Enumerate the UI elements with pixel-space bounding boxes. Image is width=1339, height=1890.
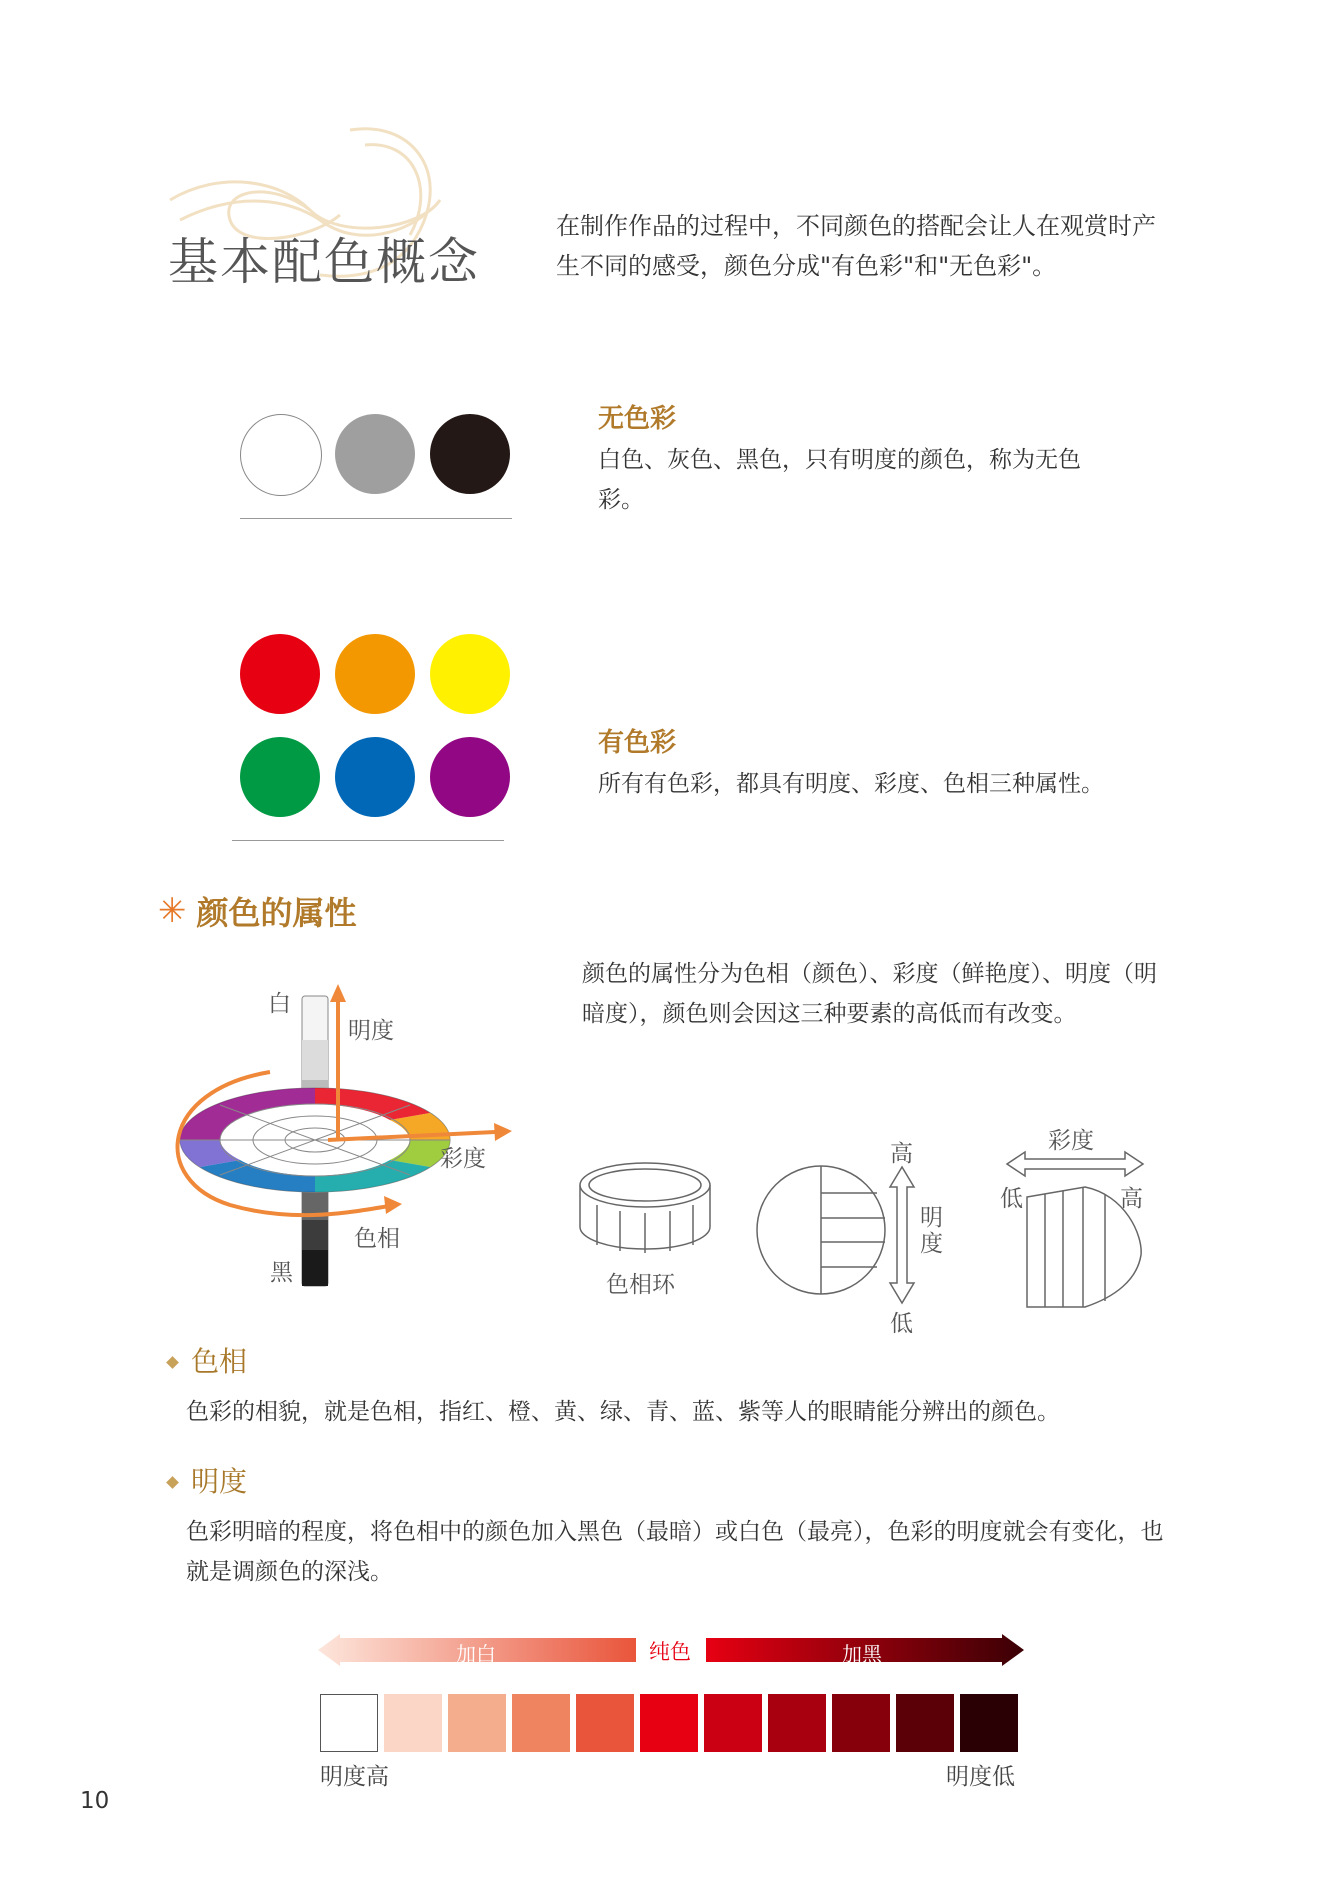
properties-intro: 颜色的属性分为色相（颜色）、彩度（鲜艳度）、明度（明暗度），颜色则会因这三种要素的高低而有改变。 [582,961,1157,1027]
label-lightness-vertical: 明度 [920,1205,943,1257]
lightness-swatch [640,1694,698,1752]
chromatic-rule [232,840,504,841]
lightness-low-label: 明度低 [946,1764,1015,1790]
label-hue: 色相 [354,1226,400,1252]
intro-text: 在制作作品的过程中，不同颜色的搭配会让人在观赏时产生不同的感受，颜色分成"有色彩"和"无色彩"。 [556,212,1156,280]
label-lightness-low: 低 [890,1311,913,1337]
page-number: 10 [80,1788,110,1814]
lightness-sphere-diagram [755,1160,895,1300]
lightness-swatch [960,1694,1018,1752]
label-chroma-high: 高 [1120,1186,1143,1212]
white-circle [240,414,322,496]
chroma-section-diagram [1025,1185,1145,1310]
gray-circle [335,414,415,494]
vertical-double-arrow [888,1165,916,1305]
achromatic-heading: 无色彩 [598,404,677,434]
lightness-text: 色彩明暗的程度，将色相中的颜色加入黑色（最暗）或白色（最亮），色彩的明度就会有变化，也就是调颜色的深浅。 [186,1519,1164,1585]
label-lightness: 明度 [348,1018,394,1044]
page-title: 基本配色概念 [168,233,480,291]
label-chroma-low: 低 [1000,1186,1023,1212]
label-lightness-high: 高 [890,1141,913,1167]
diamond-bullet-icon [166,1476,179,1489]
yellow-circle [430,634,510,714]
purple-circle [430,737,510,817]
add-white-label: 加白 [456,1642,496,1666]
lightness-swatch [320,1694,378,1752]
label-hue-ring: 色相环 [606,1272,675,1298]
red-circle [240,634,320,714]
blue-circle [335,737,415,817]
lightness-swatch [512,1694,570,1752]
black-circle [430,414,510,494]
lightness-swatch [896,1694,954,1752]
hue-title-label: 色相 [191,1345,248,1378]
hue-title [168,1340,247,1380]
hue-ring-diagram [575,1155,715,1265]
add-black-label: 加黑 [842,1642,882,1666]
lightness-title [168,1460,247,1500]
lightness-swatch [448,1694,506,1752]
lightness-swatch [576,1694,634,1752]
properties-heading-label: 颜色的属性 [196,894,357,932]
pure-color-label: 纯色 [649,1640,691,1664]
label-black: 黑 [270,1260,293,1286]
chromatic-text: 所有有色彩，都具有明度、彩度、色相三种属性。 [598,771,1104,797]
asterisk-icon: ✳ [158,891,187,931]
label-white: 白 [268,991,291,1017]
properties-heading [158,888,357,934]
achromatic-rule [240,518,512,519]
lightness-swatch [832,1694,890,1752]
hue-text: 色彩的相貌，就是色相，指红、橙、黄、绿、青、蓝、紫等人的眼睛能分辨出的颜色。 [186,1399,1060,1425]
hue-disc [180,1088,450,1192]
orange-circle [335,634,415,714]
chromatic-heading: 有色彩 [598,728,677,758]
lightness-swatch [768,1694,826,1752]
lightness-swatch [704,1694,762,1752]
achromatic-text: 白色、灰色、黑色，只有明度的颜色，称为无色彩。 [598,447,1081,513]
label-chroma-top: 彩度 [1048,1128,1094,1154]
green-circle [240,737,320,817]
lightness-swatch [384,1694,442,1752]
label-chroma: 彩度 [440,1146,486,1172]
lightness-title-label: 明度 [191,1465,248,1498]
diamond-bullet-icon [166,1356,179,1369]
lightness-high-label: 明度高 [320,1764,389,1790]
